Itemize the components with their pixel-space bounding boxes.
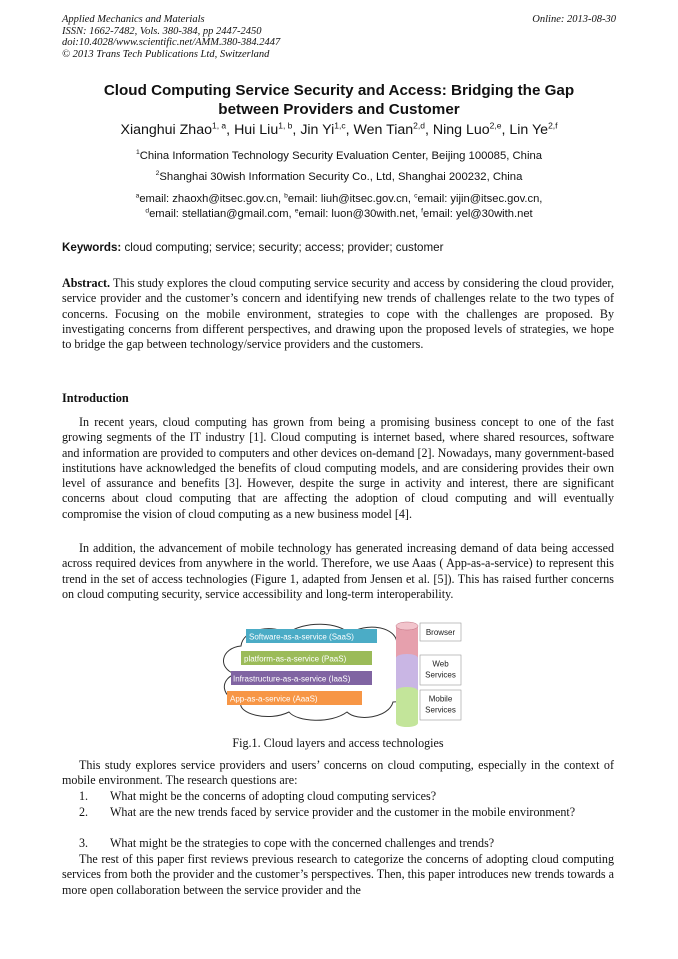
author: Ning Luo$^{2,e}$, xyxy=(432,120,510,138)
cylinder-body-web xyxy=(396,658,418,691)
question-item-1 xyxy=(62,789,614,804)
abstract-text: This study explores the cloud computing service security and access by considering the cloud provider, service provider and the customer’s concern and identifying new trends of challenges relate to the two types of concerns. Focusing on the mobile environment, strategies to cope with the challenges are proposed. By investigating concerns from different perspectives, and drawing upon the proposed levels of strategies, we hope to bridge the gap between technology/service providers and the customers. xyxy=(62,276,614,352)
author: Xianghui Zhao$^{1, a}$, xyxy=(120,120,235,138)
author-emails xyxy=(62,192,616,221)
abstract xyxy=(62,276,614,352)
question-text: What are the new trends faced by service provider and the customer in the mobile environment? xyxy=(110,805,576,819)
question-number: 3. xyxy=(79,836,89,850)
access-label-web: Web xyxy=(432,659,449,669)
doi-line: doi:10.4028/www.scientific.net/AMM.380-384.2447 xyxy=(62,37,281,48)
access-label-mobile: Mobile xyxy=(428,694,453,704)
author: Hui Liu$^{1, b}$, xyxy=(234,120,301,138)
author: Wen Tian$^{2,d}$, xyxy=(353,120,433,138)
layer-label-iaas: Infrastructure-as-a-service (IaaS) xyxy=(233,674,351,684)
research-rest: The rest of this paper first reviews previous research to categorize the concerns of adopting cloud computing services from both the provider and the customer’s perspectives. Then, this paper introduces new trends towards a more open collaboration between the service provider and the xyxy=(62,852,614,897)
question-text: What might be the concerns of adopting cloud computing services? xyxy=(110,789,437,803)
cylinder-body-mobile xyxy=(396,691,418,723)
question-number: 1. xyxy=(79,789,89,803)
question-item-2 xyxy=(62,805,614,820)
affiliation-2: $^2$Shanghai 30wish Information Security Co., Ltd, Shanghai 200232, China xyxy=(155,170,523,183)
layer-label-paas: platform-as-a-service (PaaS) xyxy=(244,654,347,664)
keywords-label: Keywords: xyxy=(62,241,122,254)
journal-header xyxy=(62,14,280,60)
keywords-text: cloud computing; service; security; access; provider; customer xyxy=(121,241,444,254)
email-line-2: $^d$email: stellatian@gmail.com, $^e$email: luon@30with.net, $^f$email: yel@30with.net xyxy=(145,206,533,220)
affiliation-1: $^1$China Information Technology Security Evaluation Center, Beijing 100085, China xyxy=(135,149,543,162)
access-label-web-services: Services xyxy=(425,670,456,680)
cylinder-sep-browser-web xyxy=(396,654,418,662)
issn-line: ISSN: 1662-7482, Vols. 380-384, pp 2447-2450 xyxy=(62,25,262,37)
access-label-mobile-services: Services xyxy=(425,705,456,715)
layer-label-aaas: App-as-a-service (AaaS) xyxy=(230,694,318,704)
intro-paragraph-2: In addition, the advancement of mobile technology has generated increasing demand of data being accessed across required devices from anywhere in the world. Therefore, we use Aaas ( App-as-a-service) to represent this trend in the set of access technologies (Figure 1, adapted from Jensen et al. [5]). This has raised further concerns on cloud computing security, service accessibility and long-term interoperability. xyxy=(62,541,614,601)
copyright-line: © 2013 Trans Tech Publications Ltd, Switzerland xyxy=(62,48,270,60)
abstract-label: Abstract. xyxy=(62,276,111,290)
author: Jin Yi$^{1,c}$, xyxy=(300,120,354,138)
access-label-browser: Browser xyxy=(425,628,456,637)
paper-title xyxy=(62,81,616,119)
section-heading-introduction: Introduction xyxy=(62,391,129,405)
figure-caption: Fig.1. Cloud layers and access technologies xyxy=(232,736,444,750)
author-list xyxy=(40,122,638,138)
keywords xyxy=(62,241,443,254)
cylinder-top xyxy=(396,622,418,630)
email-line-1: $^a$email: zhaoxh@itsec.gov.cn, $^b$email: liuh@itsec.gov.cn, $^c$email: yijin@itsec.gov.cn, xyxy=(135,192,543,205)
figure-cloud-layers xyxy=(213,618,473,728)
intro-paragraph-1: In recent years, cloud computing has grown from being a promising business concept to one of the fast growing segments of the IT industry [1]. Cloud computing is internet based, where shared resources, software and information are provided to computers and other devices on-demand [2]. Nowadays, many government-based institutions have acknowledged the benefits of cloud computing models, and are considering provides their own level of assurance and benefits [3]. However, despite the surge in activity and interest, there are significant concerns about cloud computing that are affecting the adoption of cloud computing and will eventually compromise the vision of cloud computing as a new business model [4]. xyxy=(62,415,614,521)
question-item-3 xyxy=(62,836,614,851)
question-text: What might be the strategies to cope with the concerned challenges and trends? xyxy=(110,836,495,850)
question-number: 2. xyxy=(79,805,89,819)
layer-label-saas: Software-as-a-service (SaaS) xyxy=(249,632,354,642)
author: Lin Ye$^{2,f}$ xyxy=(509,120,558,138)
title-line-2: between Providers and Customer xyxy=(218,101,460,118)
online-date: Online: 2013-08-30 xyxy=(532,14,616,25)
cylinder-body-browser xyxy=(396,626,418,658)
research-intro: This study explores service providers and users’ concerns on cloud computing, especially in the context of mobile environment. The research questions are: xyxy=(62,758,614,788)
journal-name: Applied Mechanics and Materials xyxy=(62,14,205,25)
cylinder-bottom xyxy=(396,719,418,727)
cylinder-sep-web-mobile xyxy=(396,687,418,695)
title-line-1: Cloud Computing Service Security and Access: Bridging the Gap xyxy=(103,82,575,99)
